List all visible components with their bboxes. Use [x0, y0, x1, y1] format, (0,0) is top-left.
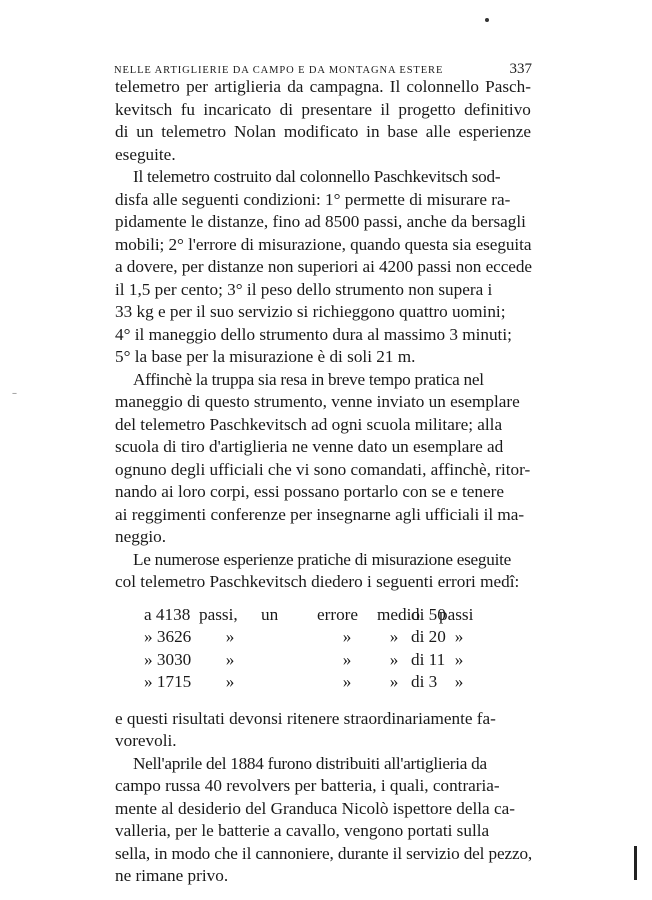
text-line: ognuno degli ufficiali che vi sono comandati, affinchè, ritor- — [115, 459, 531, 479]
table-row — [115, 604, 531, 627]
text-line: il 1,5 per cento; 3° il peso dello strumento non supera i — [115, 279, 493, 299]
text-line: neggio. — [115, 527, 167, 546]
table-cell — [261, 626, 317, 649]
table-cell: » — [225, 627, 235, 646]
text-line: maneggio di questo strumento, venne inviato un esemplare — [115, 392, 520, 411]
scan-edge-mark — [634, 846, 637, 880]
text-line: telemetro per artiglieria da campagna. Il colonnello Pasch- — [115, 77, 531, 96]
text-line: 5° la base per la misurazione è di soli 21 m. — [115, 347, 416, 366]
text-line: ai reggimenti conferenze per insegnarne agli ufficiali il ma- — [115, 504, 525, 524]
table-cell: » — [342, 672, 352, 691]
text-line: col telemetro Paschkevitsch diedero i seguenti errori medî: — [115, 572, 520, 591]
table-cell: » — [454, 627, 464, 646]
table-cell: » — [454, 672, 464, 691]
text-line: 4° il maneggio dello strumento dura al massimo 3 minuti; — [115, 324, 512, 344]
text-line: del telemetro Paschkevitsch ad ogni scuola militare; alla — [115, 414, 503, 434]
table-cell: di 3 — [411, 672, 438, 691]
table-cell: » 3030 — [144, 649, 192, 669]
table-cell: di 20 — [411, 627, 446, 646]
table-cell: di 50 — [411, 604, 446, 624]
table-cell: » — [454, 649, 464, 669]
table-cell: passi — [439, 604, 474, 624]
text-line: Affinchè la truppa sia resa in breve tempo pratica nel — [133, 369, 484, 389]
text-line: kevitsch fu incaricato di presentare il progetto definitivo — [115, 99, 531, 119]
text-line: 33 kg e per il suo servizio si richieggono quattro uomini; — [115, 302, 506, 321]
table-cell: » 1715 — [144, 672, 192, 691]
table-cell: » — [389, 627, 399, 646]
text-line: a dovere, per distanze non superiori ai 4200 passi non eccede — [115, 257, 532, 276]
table-cell: » — [225, 672, 235, 691]
text-line: nando ai loro corpi, essi possano portarlo con se e tenere — [115, 482, 504, 501]
text-line: valleria, per le batterie a cavallo, vengono portati sulla — [115, 821, 490, 840]
text-line: Nell'aprile del 1884 furono distribuiti all'artiglieria da — [133, 753, 487, 773]
text-line: vorevoli. — [115, 731, 177, 750]
table-row — [115, 649, 531, 672]
text-line: eseguite. — [115, 144, 176, 164]
table-cell: passi, — [199, 604, 238, 624]
table-cell — [261, 671, 317, 694]
text-line: ne rimane privo. — [115, 866, 229, 885]
text-line: Il telemetro costruito dal colonnello Paschkevitsch sod- — [133, 167, 501, 186]
running-title: NELLE ARTIGLIERIE DA CAMPO E DA MONTAGNA ESTERE — [114, 65, 444, 76]
table-cell: errore — [317, 604, 359, 624]
table-cell: di 11 — [411, 649, 446, 669]
text-line: di un telemetro Nolan modificato in base alle esperienze — [115, 122, 531, 141]
table-cell: » 3626 — [144, 627, 192, 646]
table-row — [115, 626, 531, 649]
table-cell: » — [342, 627, 352, 646]
text-line: pidamente le distanze, fino ad 8500 passi, anche da bersagli — [115, 212, 526, 231]
text-line: Le numerose esperienze pratiche di misurazione eseguite — [133, 549, 511, 569]
margin-mark: – — [12, 388, 17, 399]
text-line: scuola di tiro d'artiglieria ne venne dato un esemplare ad — [115, 437, 504, 456]
text-line: mobili; 2° l'errore di misurazione, quando questa sia eseguita — [115, 234, 532, 254]
table-cell: un — [261, 604, 279, 624]
table-row — [115, 671, 531, 694]
table-cell: medio — [377, 604, 420, 624]
text-line: campo russa 40 revolvers per batteria, i quali, contraria- — [115, 776, 500, 795]
text-line: disfa alle seguenti condizioni: 1° permette di misurare ra- — [115, 189, 511, 209]
page-number: 337 — [509, 61, 532, 77]
table-cell — [261, 649, 317, 672]
table-cell: » — [389, 649, 399, 669]
text-line: sella, in modo che il cannoniere, durante il servizio del pezzo, — [115, 843, 533, 863]
table-cell: » — [342, 649, 352, 669]
table-cell: » — [225, 649, 235, 669]
text-line: e questi risultati devonsi ritenere straordinariamente fa- — [115, 708, 496, 728]
text-line: mente al desiderio del Granduca Nicolò ispettore della ca- — [115, 798, 515, 818]
table-cell: a 4138 — [144, 604, 191, 624]
ink-speck — [485, 18, 489, 22]
body-text — [115, 76, 531, 888]
table-cell: » — [389, 672, 399, 691]
